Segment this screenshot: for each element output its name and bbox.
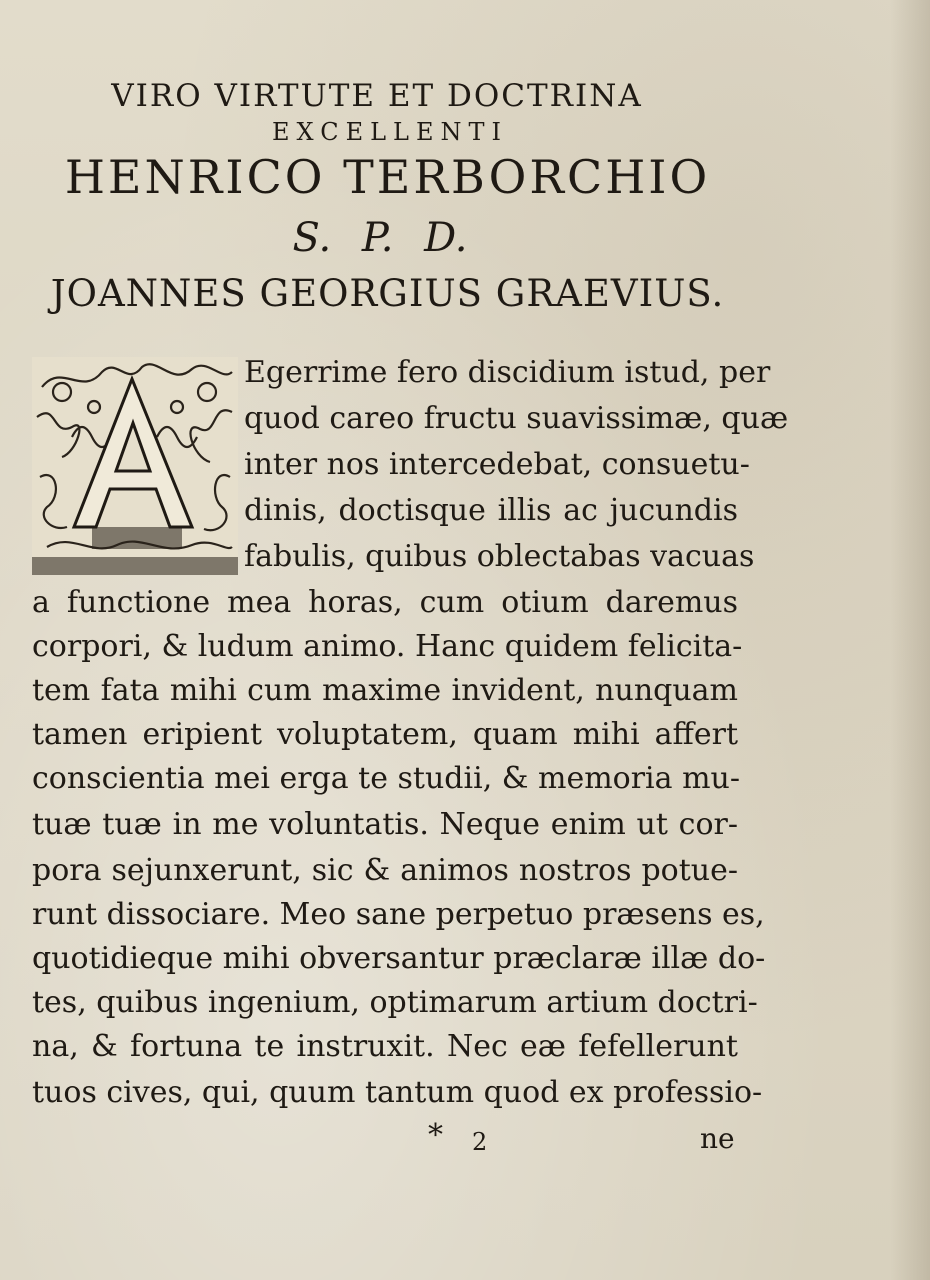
page-edge-shadow — [890, 0, 930, 1280]
text-line: tes, quibus ingenium, optimarum artium doctri- — [32, 985, 758, 1020]
signature-number: 2 — [472, 1128, 488, 1156]
text-line: inter nos intercedebat, consuetu- — [244, 447, 750, 482]
text-line: tuæ tuæ in me voluntatis. Neque enim ut cor- — [32, 807, 738, 842]
text-line: quotidieque mihi obversantur præclaræ illæ do- — [32, 941, 766, 976]
text-line: runt dissociare. Meo sane perpetuo præsens es, — [32, 897, 765, 932]
ornamental-drop-cap-A-icon — [32, 357, 238, 575]
text-line: tuos cives, qui, quum tantum quod ex professio- — [32, 1075, 763, 1110]
text-line: na, & fortuna te instruxit. Nec eæ fefellerunt — [32, 1029, 738, 1064]
author-name: JOANNES GEORGIUS GRAEVIUS. — [50, 272, 725, 315]
text-line: tem fata mihi cum maxime invident, nunquam — [32, 673, 738, 708]
salutation: S. P. D. — [292, 215, 468, 261]
text-line: tamen eripient voluptatem, quam mihi affert — [32, 717, 738, 752]
dedication-line-2: EXCELLENTI — [272, 118, 508, 146]
text-line: Egerrime fero discidium istud, per — [244, 355, 771, 390]
text-line: dinis, doctisque illis ac jucundis — [244, 493, 738, 528]
text-line: corpori, & ludum animo. Hanc quidem felicita- — [32, 629, 743, 664]
catchword: ne — [700, 1122, 735, 1155]
signature-mark: * — [428, 1118, 443, 1153]
dedication-line-1: VIRO VIRTUTE ET DOCTRINA — [111, 78, 643, 114]
text-line: quod careo fructu suavissimæ, quæ — [244, 401, 789, 436]
text-line: fabulis, quibus oblectabas vacuas — [244, 539, 755, 574]
dedicatee-name: HENRICO TERBORCHIO — [64, 150, 711, 204]
text-line: a functione mea horas, cum otium daremus — [32, 585, 738, 620]
text-line: conscientia mei erga te studii, & memoria mu- — [32, 761, 740, 796]
text-line: pora sejunxerunt, sic & animos nostros potue- — [32, 853, 738, 888]
